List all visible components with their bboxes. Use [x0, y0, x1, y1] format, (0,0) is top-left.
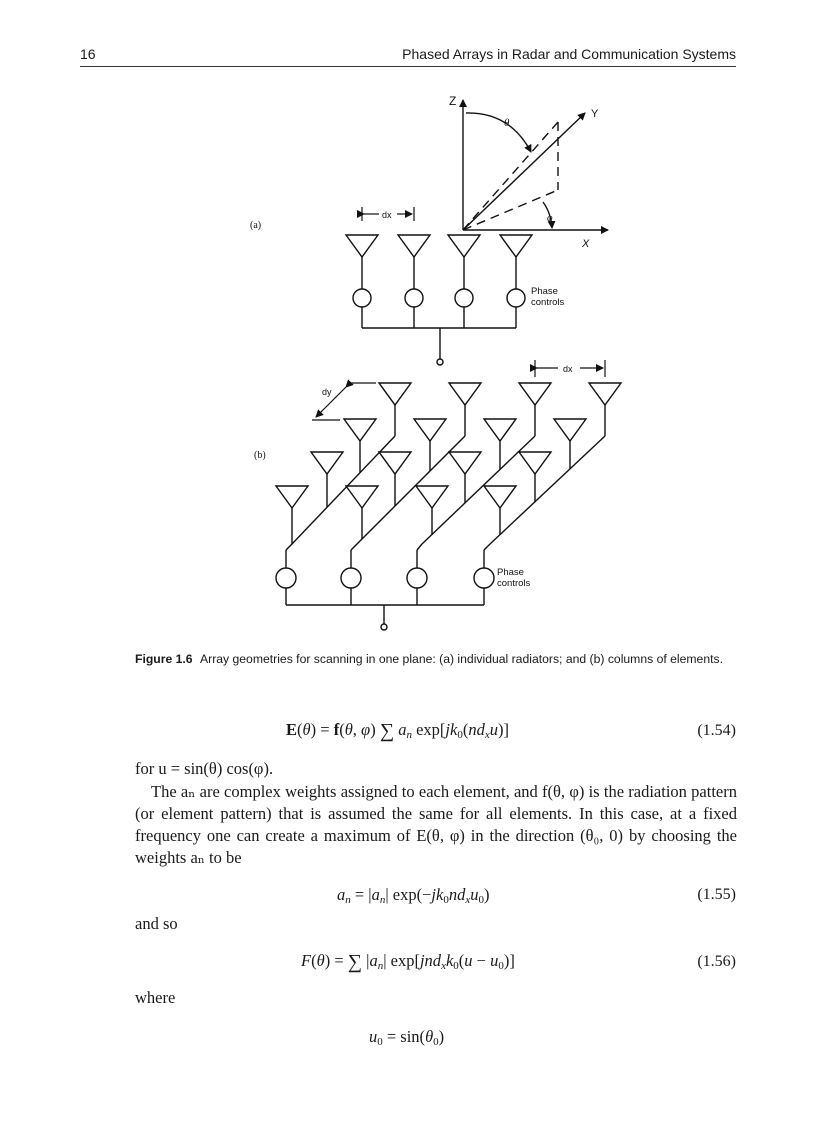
phase-controls-label-a-line2: controls [531, 297, 565, 308]
y-axis-label: Y [591, 108, 599, 120]
direction-vector [463, 122, 558, 230]
equation-1-56: F(θ) = ∑ $|a_n|$ $\exp[jnd_xk_0(u - u_0)]$ [301, 951, 515, 973]
theta-arc [466, 113, 531, 152]
phase-controls-label-b-line1: Phase [497, 567, 524, 578]
running-title: Phased Arrays in Radar and Communication Systems [402, 46, 736, 62]
y-axis [463, 113, 585, 230]
projection-line [463, 190, 558, 230]
x-axis-label: X [582, 238, 590, 250]
caption-label: Figure 1.6 [135, 652, 193, 666]
equation-1-54: E(θ) = f(θ, φ) ∑ $a_n$ $\exp[jk_0(nd_xu)]$ [286, 720, 509, 742]
z-axis-label: Z [449, 94, 457, 108]
phase-controls-label-a-line1: Phase [531, 286, 558, 297]
phi-label: φ [547, 213, 553, 224]
and-so-text: and so [135, 914, 178, 933]
equation-number-1-54: (1.54) [697, 722, 736, 739]
equation-1-55: $a_n = |a_n|$ $\exp(-jk_0nd_xu_0)$ [337, 885, 490, 906]
where-text: where [135, 988, 176, 1007]
for-u-line: for u = sin(θ) cos(φ). [135, 759, 274, 778]
coordinate-axes [463, 100, 608, 230]
linear-array [346, 235, 532, 365]
equation-number-1-56: (1.56) [697, 953, 736, 970]
page-number: 16 [80, 46, 96, 62]
part-b-label: (b) [254, 450, 266, 461]
dx-label-a: dx [382, 210, 392, 220]
equation-u0: $u_0 = \sin(\theta_0)$ [369, 1027, 445, 1048]
part-a-label: (a) [250, 220, 262, 231]
dx-label-b: dx [563, 364, 573, 374]
theta-label: θ [504, 117, 510, 129]
phase-controls-label-b-line2: controls [497, 578, 531, 589]
body-paragraph: The aₙ are complex weights assigned to each element, and f(θ, φ) is the radiation pattern (or element pattern) that is assumed the same for all elements. In this case, at a fixed frequency one can create a maximum of E(θ, φ) in the direction (θ₀, 0) by choosing the weights aₙ to be [135, 782, 737, 867]
dy-label: dy [322, 387, 332, 397]
equation-number-1-55: (1.55) [697, 886, 736, 903]
caption-text: Array geometries for scanning in one plane: (a) individual radiators; and (b) columns of elements. [200, 652, 723, 666]
